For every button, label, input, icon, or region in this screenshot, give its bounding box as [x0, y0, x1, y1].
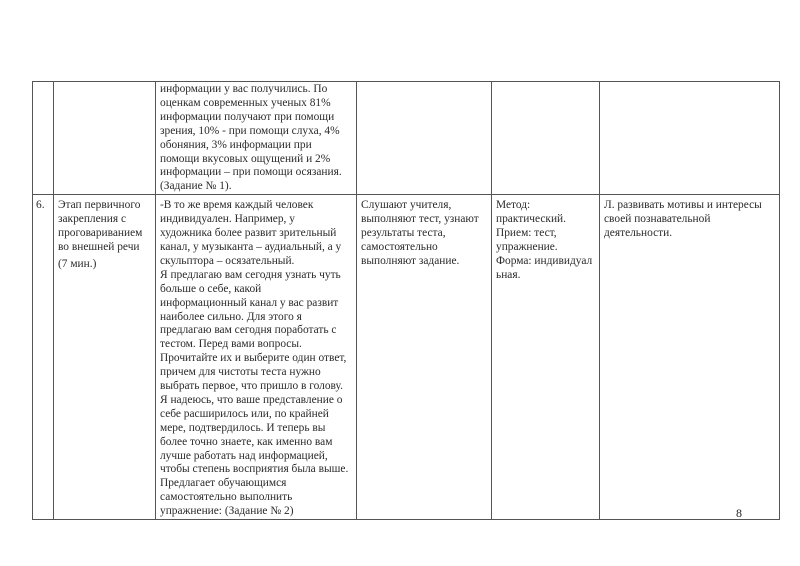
text-line: помощи вкусовых ощущений и 2%	[160, 152, 331, 165]
text-line: причем для чистоты теста нужно	[160, 366, 321, 379]
text-line: лучше работать над информацией,	[160, 449, 328, 462]
text-line: более точно знаете, как именно вам	[160, 435, 333, 448]
text-line: наиболее сильно. Для этого я	[160, 310, 302, 323]
page-number: 8	[736, 506, 742, 520]
row-number: 6.	[36, 199, 45, 212]
text-line: выполняют тест, узнают	[361, 213, 479, 226]
cell-methods	[492, 82, 600, 195]
text-line: практический.	[496, 213, 567, 226]
text-line: своей познавательной	[604, 213, 711, 226]
cell-student-activity	[357, 195, 492, 520]
text-line: деятельности.	[604, 227, 673, 240]
stage-title-line: во внешней речи	[58, 240, 140, 253]
text-line: Прием: тест,	[496, 227, 557, 240]
stage-duration: (7 мин.)	[58, 257, 97, 270]
cell-teacher-activity	[156, 82, 357, 195]
text-line: предлагаю вам сегодня поработать с	[160, 324, 337, 337]
cell-stage	[54, 195, 156, 520]
text-line: Метод:	[496, 199, 531, 212]
text-line: самостоятельно	[361, 240, 438, 253]
text-line: зрения, 10% - при помощи слуха, 4%	[160, 124, 340, 137]
text-line: Предлагает обучающимся	[160, 477, 287, 490]
text-line: индивидуален. Например, у	[160, 213, 295, 226]
text-line: информации получают при помощи	[160, 110, 335, 123]
cell-stage	[54, 82, 156, 195]
text-line: Прочитайте их и выберите один ответ,	[160, 352, 347, 365]
cell-teacher-activity	[156, 195, 357, 520]
text-line: больше о себе, какой	[160, 282, 262, 295]
text-line: Слушают учителя,	[361, 199, 452, 212]
text-line: (Задание № 1).	[160, 180, 232, 193]
text-line: тестом. Перед вами вопросы.	[160, 338, 302, 351]
table-row-stage-6	[33, 195, 780, 520]
stage-title-line: закрепления с	[58, 213, 127, 226]
text-line: чтобы степень восприятия была выше.	[160, 463, 349, 476]
text-line: канал, у музыканта – аудиальный, а у	[160, 240, 342, 253]
text-line: себе расширилось или, по крайней	[160, 407, 329, 420]
text-line: упражнение.	[496, 240, 558, 253]
stage-title-line: Этап первичного	[58, 199, 141, 212]
text-line: Форма: индивидуал	[496, 254, 593, 267]
cell-student-activity	[357, 82, 492, 195]
text-line: выполняют задание.	[361, 254, 460, 267]
text-line: -В то же время каждый человек	[160, 199, 314, 212]
text-line: результаты теста,	[361, 227, 446, 240]
text-line: самостоятельно выполнить	[160, 491, 293, 504]
cell-number	[33, 82, 54, 195]
text-line: художника более развит зрительный	[160, 227, 337, 240]
stage-title-line: проговариванием	[58, 227, 143, 240]
text-line: обоняния, 3% информации при	[160, 138, 312, 151]
text-line: ьная.	[496, 268, 521, 281]
cell-outcomes	[600, 82, 780, 195]
text-line: Л. развивать мотивы и интересы	[604, 199, 762, 212]
text-line: оценкам современных ученых 81%	[160, 96, 331, 109]
text-line: скульптора – осязательный.	[160, 254, 295, 267]
text-line: информации у вас получились. По	[160, 83, 328, 95]
text-line: Я предлагаю вам сегодня узнать чуть	[160, 268, 341, 281]
text-line: упражнение: (Задание № 2)	[160, 505, 294, 518]
text-line: выбрать первое, что пришло в голову.	[160, 380, 343, 393]
cell-methods	[492, 195, 600, 520]
cell-number	[33, 195, 54, 520]
table-row-continuation	[33, 82, 780, 195]
lesson-plan-table	[32, 81, 780, 520]
text-line: мере, подтвердилось. И теперь вы	[160, 421, 326, 434]
text-line: информации – при помощи осязания.	[160, 166, 342, 179]
text-line: Я надеюсь, что ваше представление о	[160, 393, 343, 406]
cell-outcomes	[600, 195, 780, 520]
text-line: информационный канал у вас развит	[160, 296, 339, 309]
